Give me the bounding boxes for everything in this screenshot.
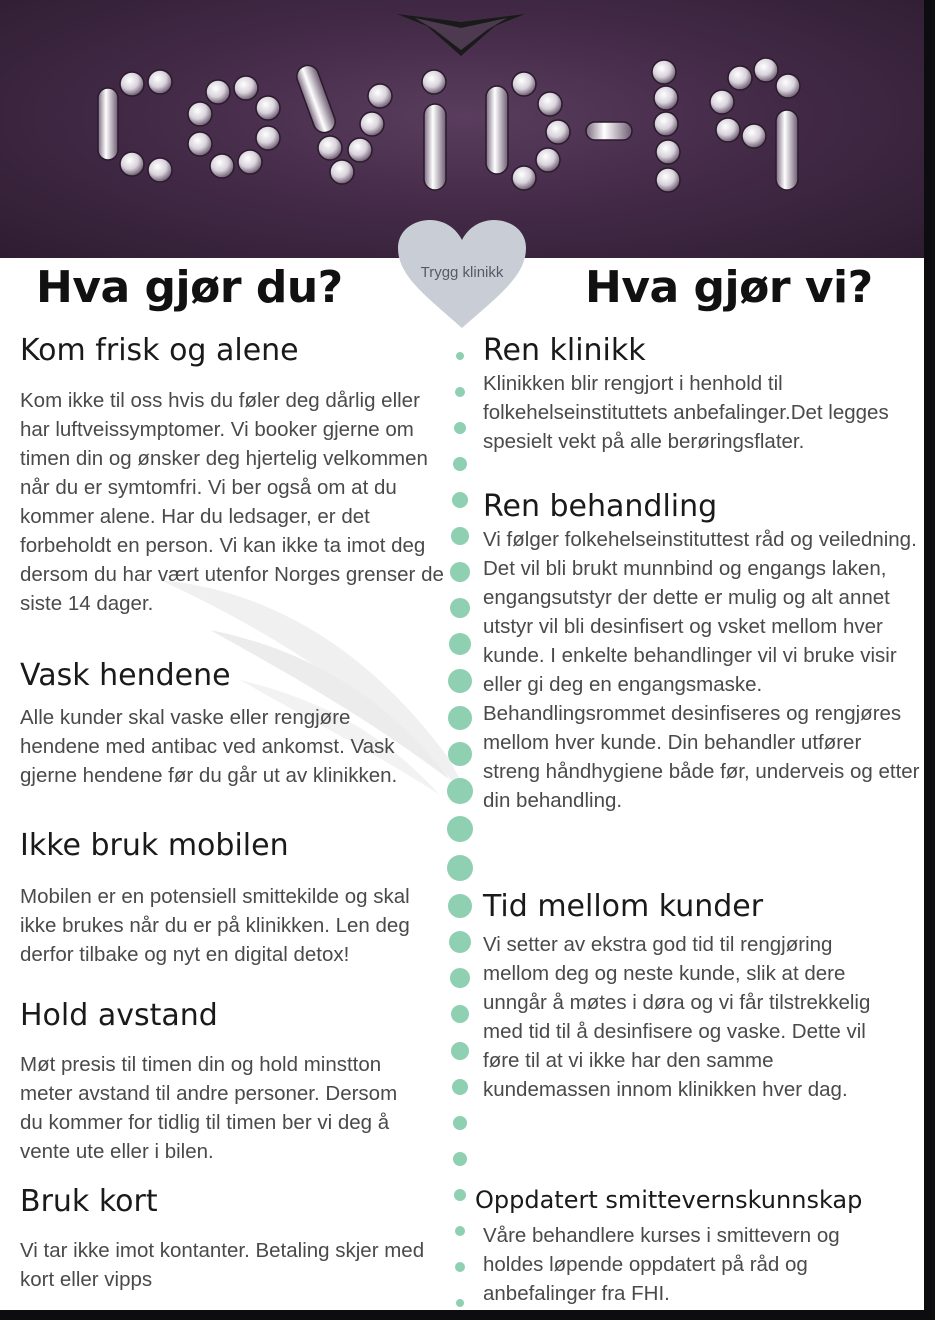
heading-oppdatert-smittevern: Oppdatert smittevernskunnskap <box>475 1186 863 1214</box>
text-oppdatert-smittevern: Våre behandlere kurses i smittevern og holdes løpende oppdatert på råd og anbefalinger fra FHI. <box>483 1224 840 1305</box>
badge-label: Trygg klinikk <box>420 264 504 281</box>
text-bruk-kort: Vi tar ikke imot kontanter. Betaling skjer med kort eller vipps <box>20 1239 425 1291</box>
right-column-title: Hva gjør vi? <box>585 262 873 313</box>
left-column-title: Hva gjør du? <box>36 262 343 313</box>
heading-ren-behandling: Ren behandling <box>483 489 718 524</box>
text-ren-klinikk: Klinikken blir rengjort i henhold til folkehelseinstituttets anbefalinger.Det legges spesielt vekt på alle berøringsflater. <box>483 372 889 453</box>
heading-ikke-bruk-mobilen: Ikke bruk mobilen <box>20 828 289 863</box>
text-hold-avstand: Møt presis til timen din og hold minstton meter avstand til andre personer. Dersom du kommer for tidlig til timen ber vi deg å vente ute eller i bilen. <box>20 1053 398 1163</box>
heading-vask-hendene: Vask hendene <box>20 658 231 693</box>
text-tid-mellom-kunder: Vi setter av ekstra god tid til rengjøring mellom deg og neste kunde, slik at dere unngår å møtes i døra og vi får tilstrekkelig med tid til å desinfisere og vaske. Dette vil føre til at vi ikke har den samme kundemassen innom klinikken hver dag. <box>483 933 871 1101</box>
heading-kom-frisk: Kom frisk og alene <box>20 333 299 368</box>
heading-bruk-kort: Bruk kort <box>20 1184 158 1219</box>
text-ren-behandling: Vi følger folkehelseinstituttest råd og veiledning. Det vil bli brukt munnbind og engangs laken, engangsutstyr der dette er mulig og alt annet utstyr vil bli desinfisert og vsket mellom hver kunde. I enkelte behandlinger vil vi bruke visir eller gi deg en engangsmaske. Behandlingsrommet desinfiseres og rengjøres mellom hver kunde. Din behandler utfører streng håndhygiene både før, underveis og etter din behandling. <box>483 528 920 812</box>
text-ikke-bruk-mobilen: Mobilen er en potensiell smittekilde og skal ikke brukes når du er på klinikken. Len deg derfor tilbake og nyt en digital detox! <box>20 885 410 966</box>
heading-hold-avstand: Hold avstand <box>20 998 218 1033</box>
heading-tid-mellom-kunder: Tid mellom kunder <box>483 889 764 924</box>
text-kom-frisk: Kom ikke til oss hvis du føler deg dårlig eller har luftveissymptomer. Vi booker gjerne om timen din og ønsker deg hjertelig velkommen når du er symtomfri. Vi ber også om at du kommer alene. Har du ledsager, er det forbeholdt en person. Vi kan ikke ta imot deg dersom du har vært utenfor Norges grenser de siste 14 dager. <box>20 389 444 615</box>
heading-ren-klinikk: Ren klinikk <box>483 333 646 368</box>
text-vask-hendene: Alle kunder skal vaske eller rengjøre hendene med antibac ved ankomst. Vask gjerne hendene før du går ut av klinikken. <box>20 706 398 787</box>
